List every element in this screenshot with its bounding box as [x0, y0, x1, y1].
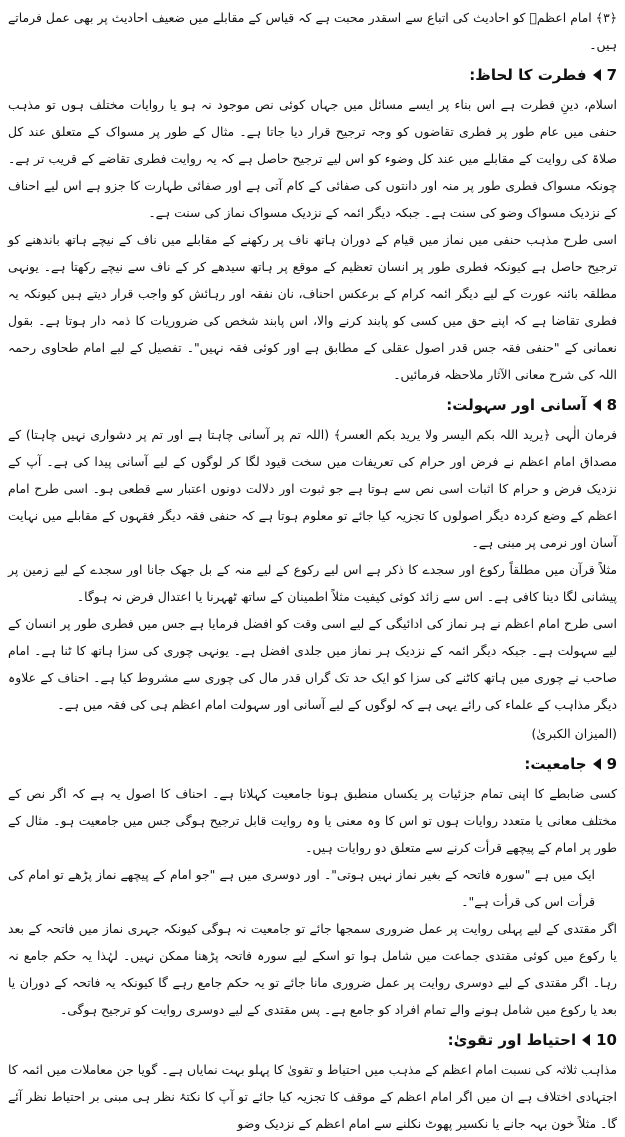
section-heading-9 — [8, 750, 617, 778]
section-number: 9 — [606, 755, 617, 773]
paragraph: کسی ضابطے کا اپنی تمام جزئیات پر یکساں منطبق ہونا جامعیت کہلاتا ہے۔ احناف کا اصول یہ ہے کہ اگر نص کے مختلف معانی یا متعدد روایات ہوں تو اس کا وہ معنی یا وہ روایت قابل ترجیح ہوگی جس میں جامعیت ہو۔ مثال کے طور پر امام کے پیچھے قرأت کرنے سے متعلق دو روایات ہیں۔ — [8, 786, 617, 855]
section-number: 10 — [596, 1031, 617, 1049]
section-title: جامعیت: — [524, 755, 587, 773]
heading-marker-icon — [593, 758, 601, 770]
reference-citation: (المیزان الکبریٰ) — [531, 726, 617, 741]
paragraph: اسی طرح امام اعظم نے ہر نماز کی ادائیگی کے لیے اسی وقت کو افضل فرمایا ہے جس میں فطری طور پر انسان کے لیے سہولت ہے۔ جبکہ دیگر ائمہ کے نزدیک ہر نماز میں جلدی افضل ہے۔ یونہی چوری کی سزا ہاتھ کا ٹنا ہے۔ امام صاحب نے چوری میں ہاتھ کاٹنے کی سزا کو ایک حد تک گراں قدر مال کی چوری سے مشروط کیا ہے۔ احناف کے علاوہ دیگر مذاہب کے علماء کی رائے یہی ہے کہ لوگوں کے لیے آسانی اور سہولت امام اعظم ہی کی فقہ میں ہے۔ — [8, 616, 617, 712]
section-number: 7 — [606, 66, 617, 84]
intro-line: ﴿۳﴾ امام اعظمؒ کو احادیث کی اتباع سے اسقدر محبت ہے کہ قیاس کے مقابلے میں ضعیف احادیث پر بھی عمل فرماتے ہیں۔ — [8, 10, 617, 52]
section-heading-10 — [8, 1026, 617, 1054]
heading-marker-icon — [582, 1034, 590, 1046]
paragraph: اسلام، دینِ فطرت ہے اس بناء پر ایسے مسائل میں جہاں کوئی نص موجود نہ ہو یا روایات مختلف ہوں تو مذہب حنفی میں عام طور پر فطری تقاضوں کو وجہ ترجیح قرار دیا جاتا ہے۔ مثال کے طور پر مسواک کے متعلق عند کل صلاۃ کی روایت کے مقابلے میں عند کل وضوء کو اس لیے ترجیح حاصل ہے کہ یہ روایت فطری تقاضے کے قریب تر ہے۔ چونکہ مسواک فطری طور پر منہ اور دانتوں کی صفائی کے کام آتی ہے اور صفائی طہارت کا جزو ہے اس لیے احناف کے نزدیک مسواک وضو کی سنت ہے۔ جبکہ دیگر ائمہ کے نزدیک مسواک نماز کی سنت ہے۔ — [8, 97, 617, 220]
section-title: آسانی اور سہولت: — [446, 396, 587, 414]
paragraph: اگر مقتدی کے لیے پہلی روایت پر عمل ضروری سمجھا جائے تو جامعیت نہ ہوگی کیونکہ جہری نماز میں فاتحہ کے بعد یا رکوع میں کوئی مقتدی جماعت میں شامل ہوا تو اسکے لیے سورہ فاتحہ پڑھنا ممکن نہیں۔ لہٰذا یہ حکم جامع نہ رہا۔ اگر مقتدی کے لیے دوسری روایت پر عمل ضروری مانا جائے تو یہ حکم جامع رہے گا کیونکہ یہ فاتحہ کے دوران یا بعد یا رکوع میں شامل ہونے والے تمام افراد کو جامع ہے۔ پس مقتدی کے لیے دوسری روایت کو ترجیح ہوگی۔ — [8, 921, 617, 1017]
paragraph: ایک میں ہے "سورہ فاتحہ کے بغیر نماز نہیں ہوتی"۔ اور دوسری میں ہے "جو امام کے پیچھے نماز پڑھے تو امام کی قرأت اس کی قرأت ہے"۔ — [8, 867, 595, 909]
section-heading-7 — [8, 61, 617, 89]
section-title: فطرت کا لحاظ: — [469, 66, 587, 84]
paragraph: مثلاً قرآن میں مطلقاً رکوع اور سجدے کا ذکر ہے اس لیے رکوع کے لیے منہ کے بل جھک جانا اور سجدے کے لیے زمین پر پیشانی لگا دینا کافی ہے۔ اس سے زائد کوئی کیفیت مثلاً اطمینان کے ساتھ ٹھہرنا یا اعتدال فرض نہ ہوگا۔ — [8, 562, 617, 604]
paragraph: فرمان الٰہی ﴿یرید اللہ بکم الیسر ولا یرید بکم العسر﴾ (اللہ تم پر آسانی چاہتا ہے اور تم پر دشواری نہیں چاہتا) کے مصداق امام اعظم نے فرض اور حرام کی تعریفات میں سخت قیود لگا کر لوگوں کے لیے آسانی پیدا کی ہے۔ آپ کے نزدیک فرض و حرام کا اثبات اسی نص سے ہوتا ہے جو ثبوت اور دلالت دونوں اعتبار سے قطعی ہو۔ اسی طرح امام اعظم کے وضع کردہ دیگر اصولوں کا تجزیہ کیا جائے تو معلوم ہوتا ہے کہ حنفی فقہ دیگر فقہوں کے مقابلے میں نہایت آسان اور نرمی پر مبنی ہے۔ — [8, 427, 617, 550]
section-title: احتیاط اور تقویٰ: — [447, 1031, 577, 1049]
section-heading-8 — [8, 391, 617, 419]
paragraph: اسی طرح مذہب حنفی میں نماز میں قیام کے دوران ہاتھ ناف پر رکھنے کے مقابلے میں ناف کے نیچے ہاتھ باندھنے کو ترجیح حاصل ہے کیونکہ فطری طور پر انسان تعظیم کے موقع پر ہاتھ سیدھے کر کے ناف سے نیچے رکھتا ہے۔ یونہی مطلقہ بائنہ عورت کے لیے دیگر ائمہ کرام کے برعکس احناف، نان نفقہ اور رہائش کو واجب قرار دیتے ہیں کیونکہ یہ فطری تقاضا ہے کہ اپنے حق میں کسی کو پابند کرنے والا، اس پابند شخص کی ضروریات کا ذمہ دار ہوتا ہے۔ بقول نعمانی کے "حنفی فقہ جس قدر اصول عقلی کے مطابق ہے اور کوئی فقہ نہیں"۔ تفصیل کے لیے امام طحاوی رحمہ اللہ کی شرح معانی الآثار ملاحظہ فرمائیں۔ — [8, 232, 617, 382]
section-number: 8 — [606, 396, 617, 414]
paragraph: مذاہب ثلاثہ کی نسبت امام اعظم کے مذہب میں احتیاط و تقویٰ کا پہلو بہت نمایاں ہے۔ گویا جن معاملات میں ائمہ کا اجتہادی اختلاف ہے ان میں اگر امام اعظم کے موقف کا تجزیہ کیا جائے تو آپ کا نکتۂ نظر ہی مبنی بر احتیاط نظر آئے گا۔ مثلاً خون بہہ جانے یا نکسیر پھوٹ نکلنے سے امام اعظم کے نزدیک وضو — [8, 1062, 617, 1131]
heading-marker-icon — [593, 69, 601, 81]
heading-marker-icon — [593, 399, 601, 411]
